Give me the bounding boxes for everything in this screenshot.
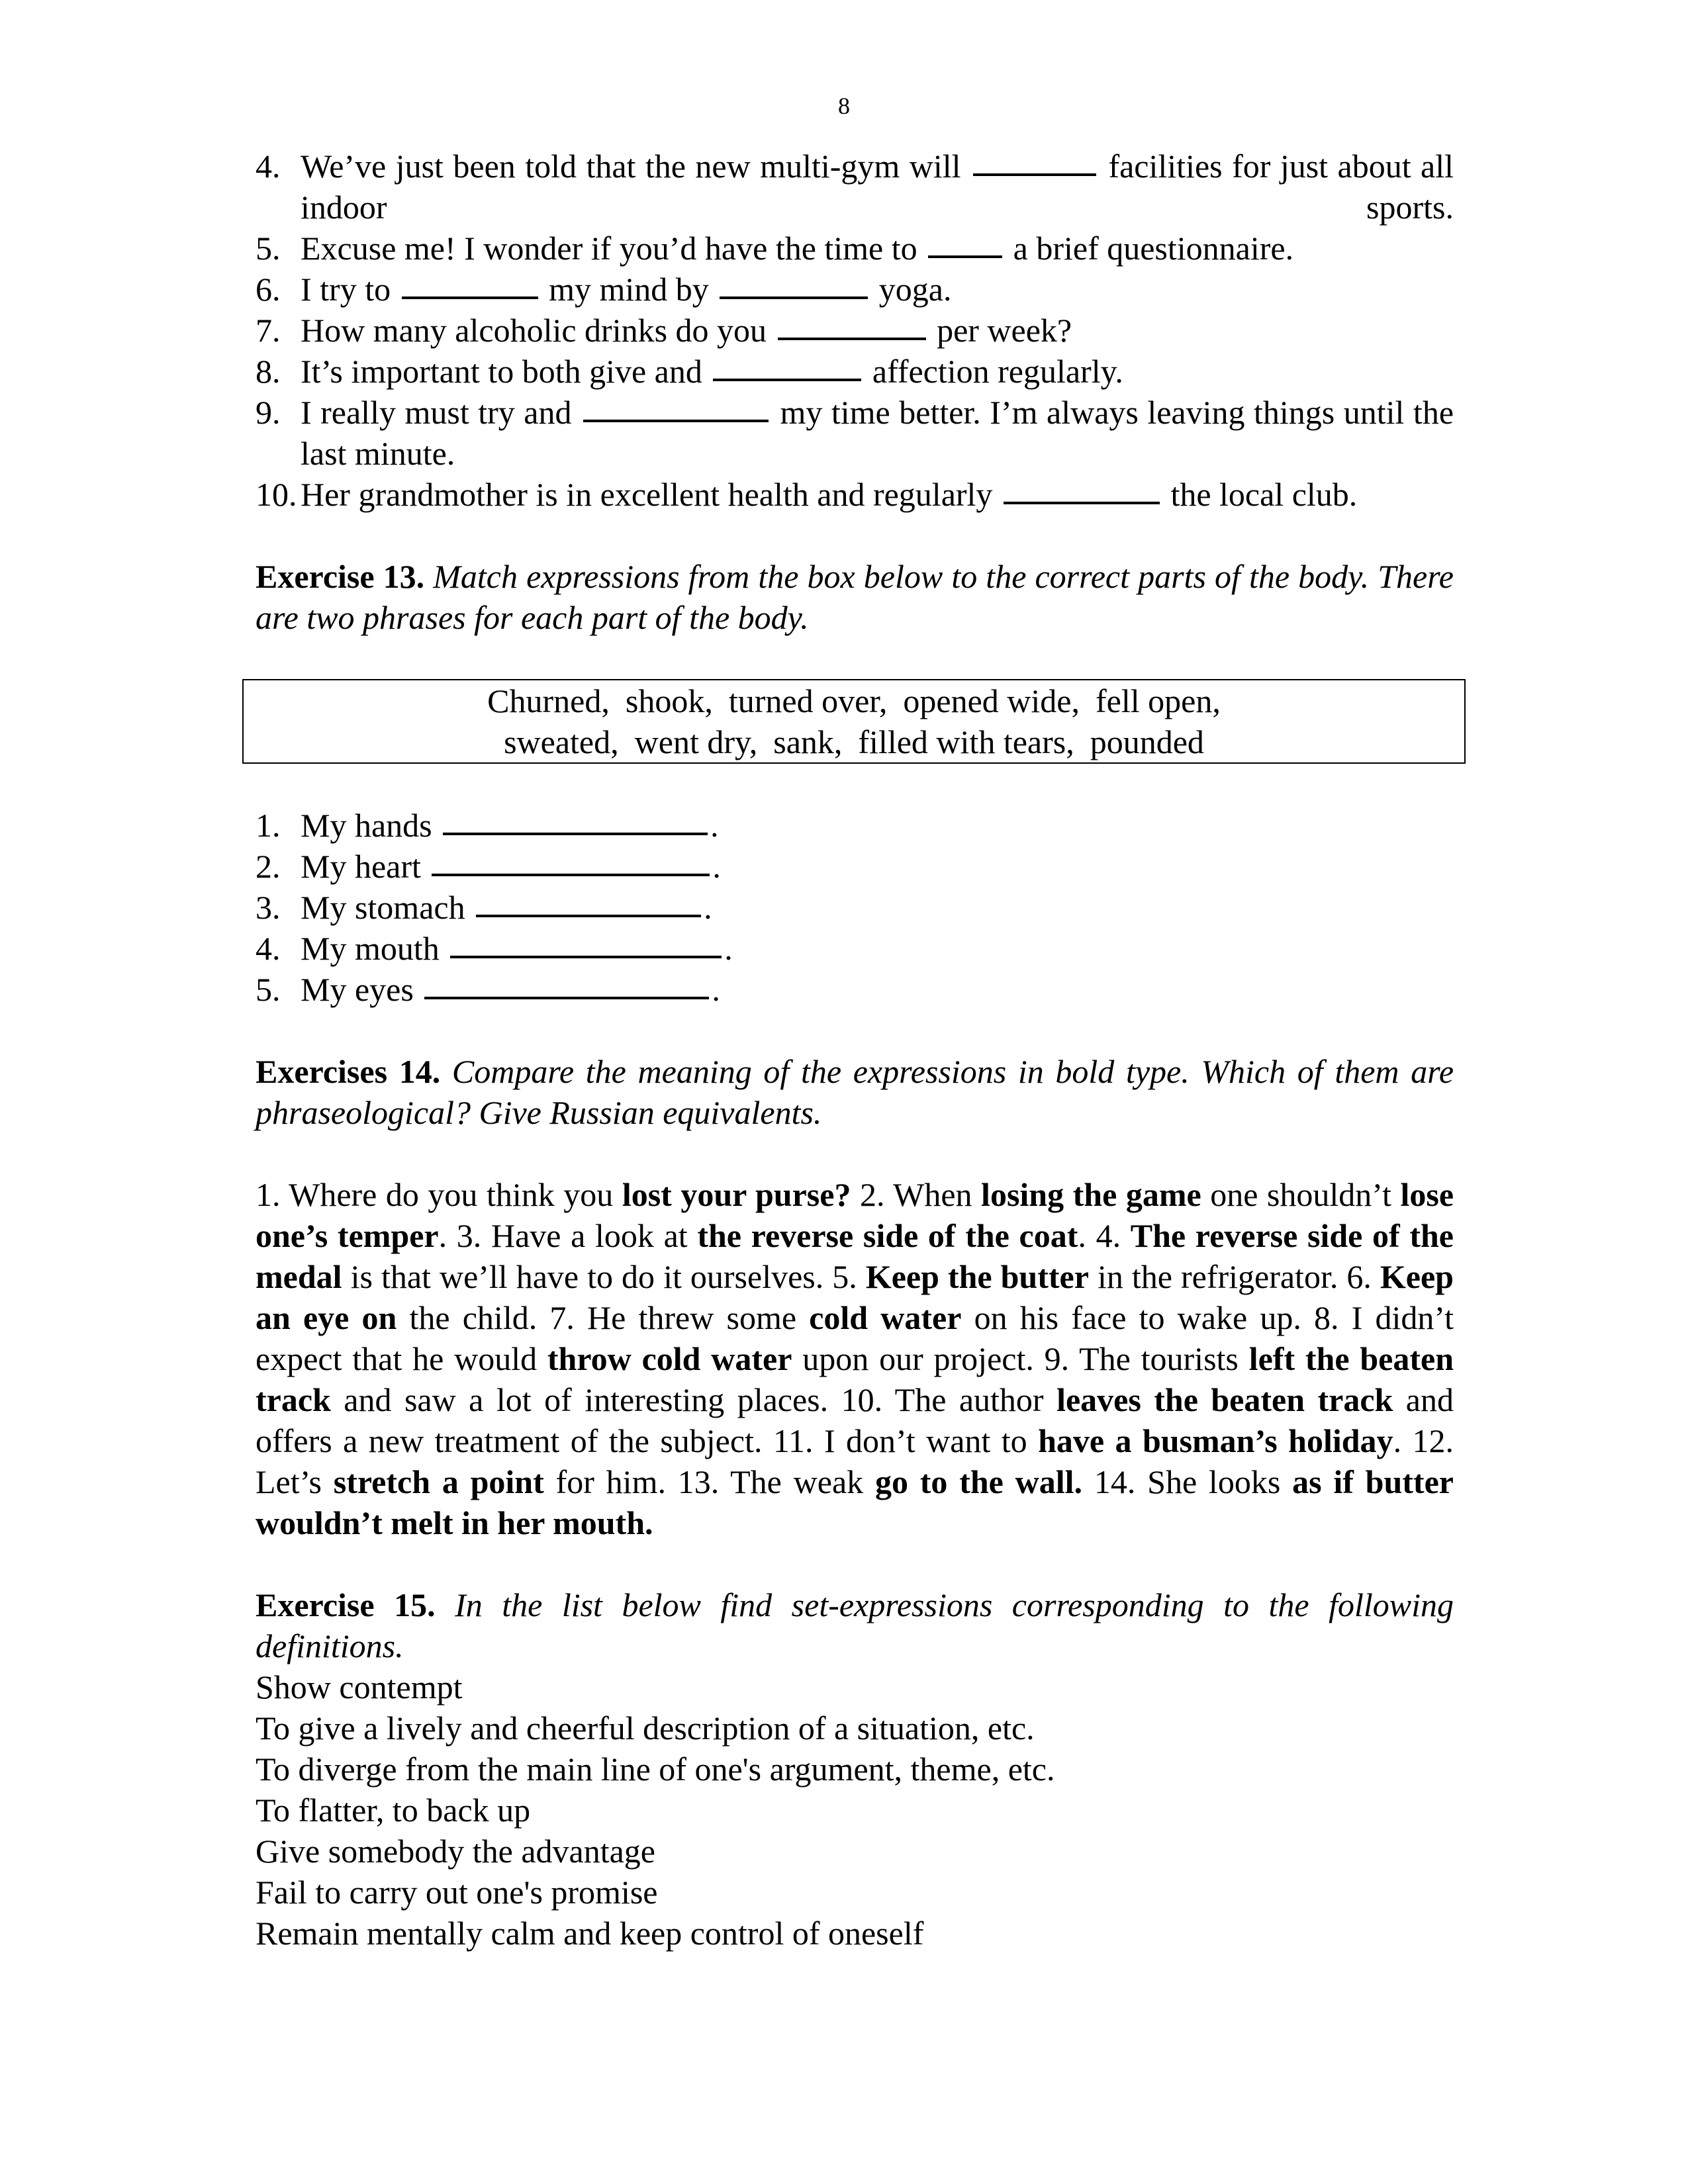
exercise-14-heading: Exercises 14. Compare the meaning of the expressions in bold type. Which of them are phraseological? Give Russian equivalents. xyxy=(256,1053,1454,1131)
list-item: 3. My stomach . xyxy=(256,887,1454,928)
list-item: 8. It’s important to both give and affection regularly. xyxy=(256,351,1454,392)
bold-expression: losing the game xyxy=(981,1176,1201,1213)
bold-expression: throw cold water xyxy=(547,1340,792,1377)
bold-expression: stretch a point xyxy=(333,1463,544,1500)
definition-item: Fail to carry out one's promise xyxy=(256,1874,658,1911)
list-item: 10. Her grandmother is in excellent health and regularly the local club. xyxy=(256,474,1454,515)
list-item: 6. I try to my mind by yoga. xyxy=(256,269,1454,310)
answer-blank[interactable] xyxy=(713,349,861,381)
bold-expression: go to the wall. xyxy=(874,1463,1083,1500)
box-line: sweated, went dry, sank, filled with tears, pounded xyxy=(504,723,1204,760)
answer-blank[interactable] xyxy=(928,226,1002,258)
bold-expression: left the beaten track xyxy=(256,1340,1454,1418)
answer-blank[interactable] xyxy=(720,267,868,299)
list-item: 5. Excuse me! I wonder if you’d have the time to a brief questionnaire. xyxy=(256,228,1454,269)
exercise-13-list xyxy=(256,805,1454,1010)
definition-item: Show contempt xyxy=(256,1668,463,1706)
sentence-text: and saw a lot of interesting places. 10. The author xyxy=(330,1381,1057,1418)
definition-item: To flatter, to back up xyxy=(256,1792,531,1829)
sentence-text: for him. 13. The weak xyxy=(543,1463,875,1500)
expressions-box xyxy=(242,679,1466,764)
list-item: 1. My hands . xyxy=(256,805,1454,846)
bold-expression: Keep the butter xyxy=(865,1258,1089,1295)
list-item: 2. My heart . xyxy=(256,846,1454,887)
definition-item: Give somebody the advantage xyxy=(256,1833,655,1870)
definitions-list xyxy=(256,1666,1454,1954)
answer-blank[interactable] xyxy=(432,844,710,876)
bold-expression: Keep an eye on xyxy=(256,1258,1454,1336)
bold-expression: as if butter wouldn’t melt in her mouth. xyxy=(256,1463,1454,1541)
answer-blank[interactable] xyxy=(973,144,1096,176)
page-number: 8 xyxy=(838,93,850,119)
definition-item: To give a lively and cheerful description of a situation, etc. xyxy=(256,1709,1035,1747)
exercise-12-list xyxy=(256,146,1454,515)
sentence-text: 14. She looks xyxy=(1082,1463,1293,1500)
list-item: 7. How many alcoholic drinks do you per week? xyxy=(256,310,1454,351)
answer-blank[interactable] xyxy=(1004,473,1160,504)
answer-blank[interactable] xyxy=(443,803,708,835)
sentence-text: 1. Where do you think you xyxy=(256,1176,622,1213)
answer-blank[interactable] xyxy=(402,267,538,299)
bold-expression: leaves the beaten track xyxy=(1056,1381,1393,1418)
sentence-text: on his face to wake up. 8. I didn’t expect that he would xyxy=(256,1299,1454,1377)
list-item: 4. We’ve just been told that the new multi-gym will facilities for just about all indoor sports. xyxy=(256,146,1454,228)
answer-blank[interactable] xyxy=(424,968,709,999)
answer-blank[interactable] xyxy=(778,308,926,340)
sentence-text: the child. 7. He threw some xyxy=(397,1299,810,1336)
list-item: 9. I really must try and my time better. I’m always leaving things until the last minute. xyxy=(256,392,1454,474)
sentence-text: is that we’ll have to do it ourselves. 5. xyxy=(342,1258,866,1295)
answer-blank[interactable] xyxy=(476,886,701,917)
sentence-text: in the refrigerator. 6. xyxy=(1088,1258,1380,1295)
answer-blank[interactable] xyxy=(583,390,769,422)
list-item: 4. My mouth . xyxy=(256,928,1454,969)
exercise-13-heading: Exercise 13. Match expressions from the box below to the correct parts of the body. There are two phrases for each part of the body. xyxy=(256,558,1454,636)
sentence-text: . 4. xyxy=(1078,1217,1131,1254)
definition-item: Remain mentally calm and keep control of oneself xyxy=(256,1915,924,1952)
bold-expression: lost your purse? xyxy=(622,1176,851,1213)
sentence-text: . 12. Let’s xyxy=(256,1422,1454,1500)
sentence-text: . 3. Have a look at xyxy=(438,1217,698,1254)
exercise-15-heading: Exercise 15. In the list below find set-expressions corresponding to the following definitions. xyxy=(256,1586,1454,1664)
sentence-text: upon our project. 9. The tourists xyxy=(792,1340,1249,1377)
bold-expression: the reverse side of the coat xyxy=(697,1217,1078,1254)
page-content xyxy=(256,146,1454,1954)
exercise-14-sentences xyxy=(256,1174,1454,1543)
sentence-text: and offers a new treatment of the subject. 11. I don’t want to xyxy=(256,1381,1454,1459)
bold-expression: The reverse side of the medal xyxy=(256,1217,1454,1295)
sentence-text: 2. When xyxy=(851,1176,982,1213)
box-line: Churned, shook, turned over, opened wide, fell open, xyxy=(487,682,1221,719)
answer-blank[interactable] xyxy=(450,927,722,958)
bold-expression: lose one’s temper xyxy=(256,1176,1454,1254)
bold-expression: have a busman’s holiday xyxy=(1038,1422,1393,1459)
sentence-text: one shouldn’t xyxy=(1201,1176,1401,1213)
definition-item: To diverge from the main line of one's argument, theme, etc. xyxy=(256,1751,1055,1788)
bold-expression: cold water xyxy=(809,1299,962,1336)
item-after-text: facilities for just about all indoor sports. xyxy=(301,148,1454,226)
list-item: 5. My eyes . xyxy=(256,969,1454,1010)
